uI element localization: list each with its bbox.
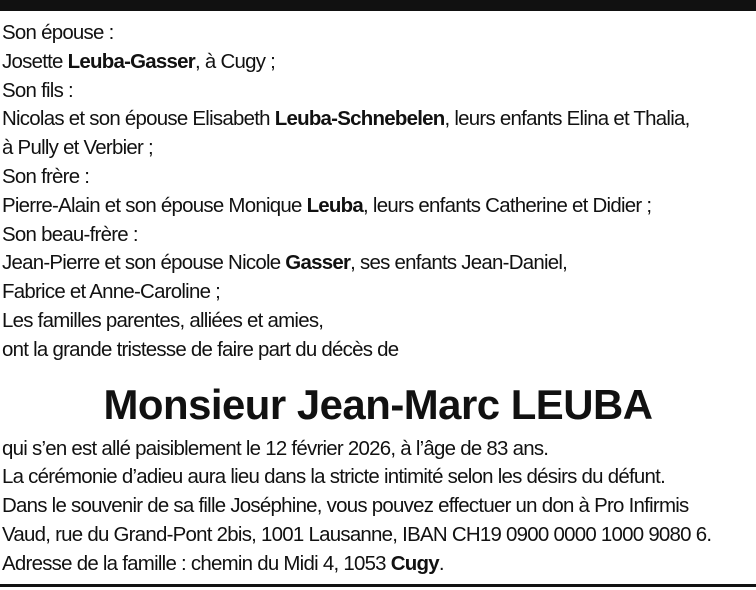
ceremony-line: La cérémonie d’adieu aura lieu dans la stricte intimité selon les désirs du défunt. [2, 465, 666, 489]
bottom-rule [0, 584, 756, 587]
address-town: Cugy [390, 551, 439, 575]
son-heading: Son fils : [2, 78, 73, 102]
spouse-heading: Son épouse : [2, 21, 114, 44]
brother-line: Pierre-Alain et son épouse Monique Leuba, leurs enfants Catherine et Didier ; [2, 193, 652, 217]
brother-surname: Leuba [306, 193, 364, 217]
donation-address-line: Vaud, rue du Grand-Pont 2bis, 1001 Lausanne, IBAN CH19 0900 0000 1000 9080 6. [2, 522, 712, 546]
brotherinlaw-children: Fabrice et Anne-Caroline ; [2, 280, 221, 304]
brotherinlaw-heading: Son beau-frère : [2, 222, 138, 246]
donation-line: Dans le souvenir de sa fille Joséphine, vous pouvez effectuer un don à Pro Infirmis [2, 494, 689, 518]
brotherinlaw-line: Jean-Pierre et son épouse Nicole Gasser, ses enfants Jean-Daniel, [2, 251, 568, 275]
son-surname: Leuba-Schnebelen [274, 107, 445, 131]
spouse-line: Josette Leuba-Gasser, à Cugy ; [2, 49, 276, 73]
obituary-text [2, 19, 756, 579]
passing-line: qui s’en est allé paisiblement le 12 février 2026, à l’âge de 83 ans. [2, 436, 549, 460]
relatives-line: Les familles parentes, alliées et amies, [2, 308, 324, 332]
family-address-line: Adresse de la famille : chemin du Midi 4, 1053 Cugy. [2, 551, 444, 575]
announcement-line: ont la grande tristesse de faire part du décès de [2, 337, 399, 361]
spouse-surname: Leuba-Gasser [67, 49, 196, 73]
brotherinlaw-surname: Gasser [285, 251, 351, 275]
deceased-name: Monsieur Jean-Marc LEUBA [103, 380, 653, 428]
top-rule [0, 0, 756, 11]
son-line: Nicolas et son épouse Elisabeth Leuba-Schnebelen, leurs enfants Elina et Thalia, [2, 107, 690, 131]
son-location: à Pully et Verbier ; [2, 136, 153, 160]
brother-heading: Son frère : [2, 164, 90, 188]
